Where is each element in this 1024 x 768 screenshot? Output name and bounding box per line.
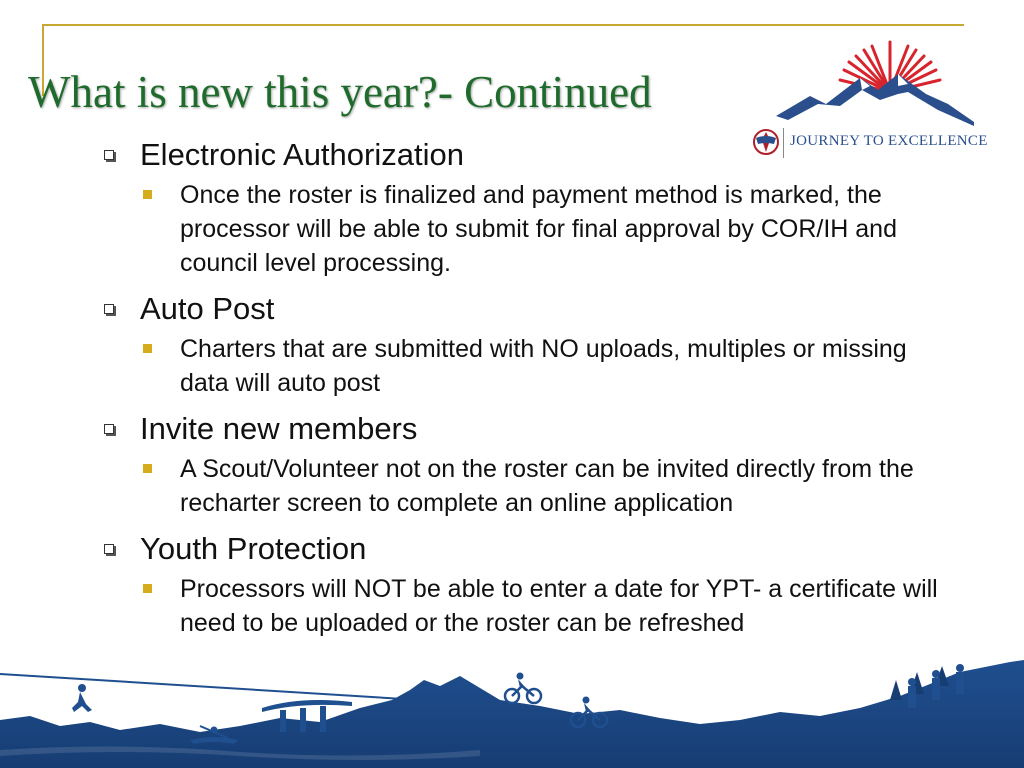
item-detail-text: A Scout/Volunteer not on the roster can be invited directly from the recharter screen to complete an online application: [180, 455, 914, 517]
item-detail: [180, 452, 944, 520]
item-heading-text: Youth Protection: [140, 531, 367, 566]
hollow-square-bullet-icon: [104, 304, 114, 314]
bullet-list: [104, 136, 944, 650]
item-detail-text: Once the roster is finalized and payment method is marked, the processor will be able to submit for final approval by COR/IH and council level processing.: [180, 181, 897, 277]
list-item: [104, 136, 944, 280]
item-heading-text: Auto Post: [140, 291, 275, 326]
item-detail-text: Charters that are submitted with NO uploads, multiples or missing data will auto post: [180, 335, 907, 397]
hollow-square-bullet-icon: [104, 424, 114, 434]
item-heading-text: Electronic Authorization: [140, 137, 464, 172]
hollow-square-bullet-icon: [104, 544, 114, 554]
item-heading: [104, 290, 944, 328]
gold-square-bullet-icon: [143, 584, 152, 593]
hollow-square-bullet-icon: [104, 150, 114, 160]
item-heading: [104, 530, 944, 568]
gold-square-bullet-icon: [143, 190, 152, 199]
item-heading: [104, 136, 944, 174]
item-heading-text: Invite new members: [140, 411, 418, 446]
gold-square-bullet-icon: [143, 464, 152, 473]
frame-top-line: [42, 24, 964, 26]
item-detail-text: Processors will NOT be able to enter a date for YPT- a certificate will need to be uploaded or the roster can be refreshed: [180, 575, 938, 637]
zipliner-icon: [72, 684, 92, 712]
item-detail: [180, 572, 944, 640]
cyclist-icon: [505, 686, 541, 703]
gold-square-bullet-icon: [143, 344, 152, 353]
item-detail: [180, 332, 944, 400]
list-item: [104, 410, 944, 520]
item-heading: [104, 410, 944, 448]
zipline-line: [0, 674, 420, 700]
list-item: [104, 290, 944, 400]
logo-text: JOURNEY TO EXCELLENCE: [790, 133, 988, 149]
list-item: [104, 530, 944, 640]
outdoor-silhouette-scene: [0, 660, 1024, 768]
item-detail: [180, 178, 944, 280]
slide-title: What is new this year?- Continued: [28, 67, 652, 117]
